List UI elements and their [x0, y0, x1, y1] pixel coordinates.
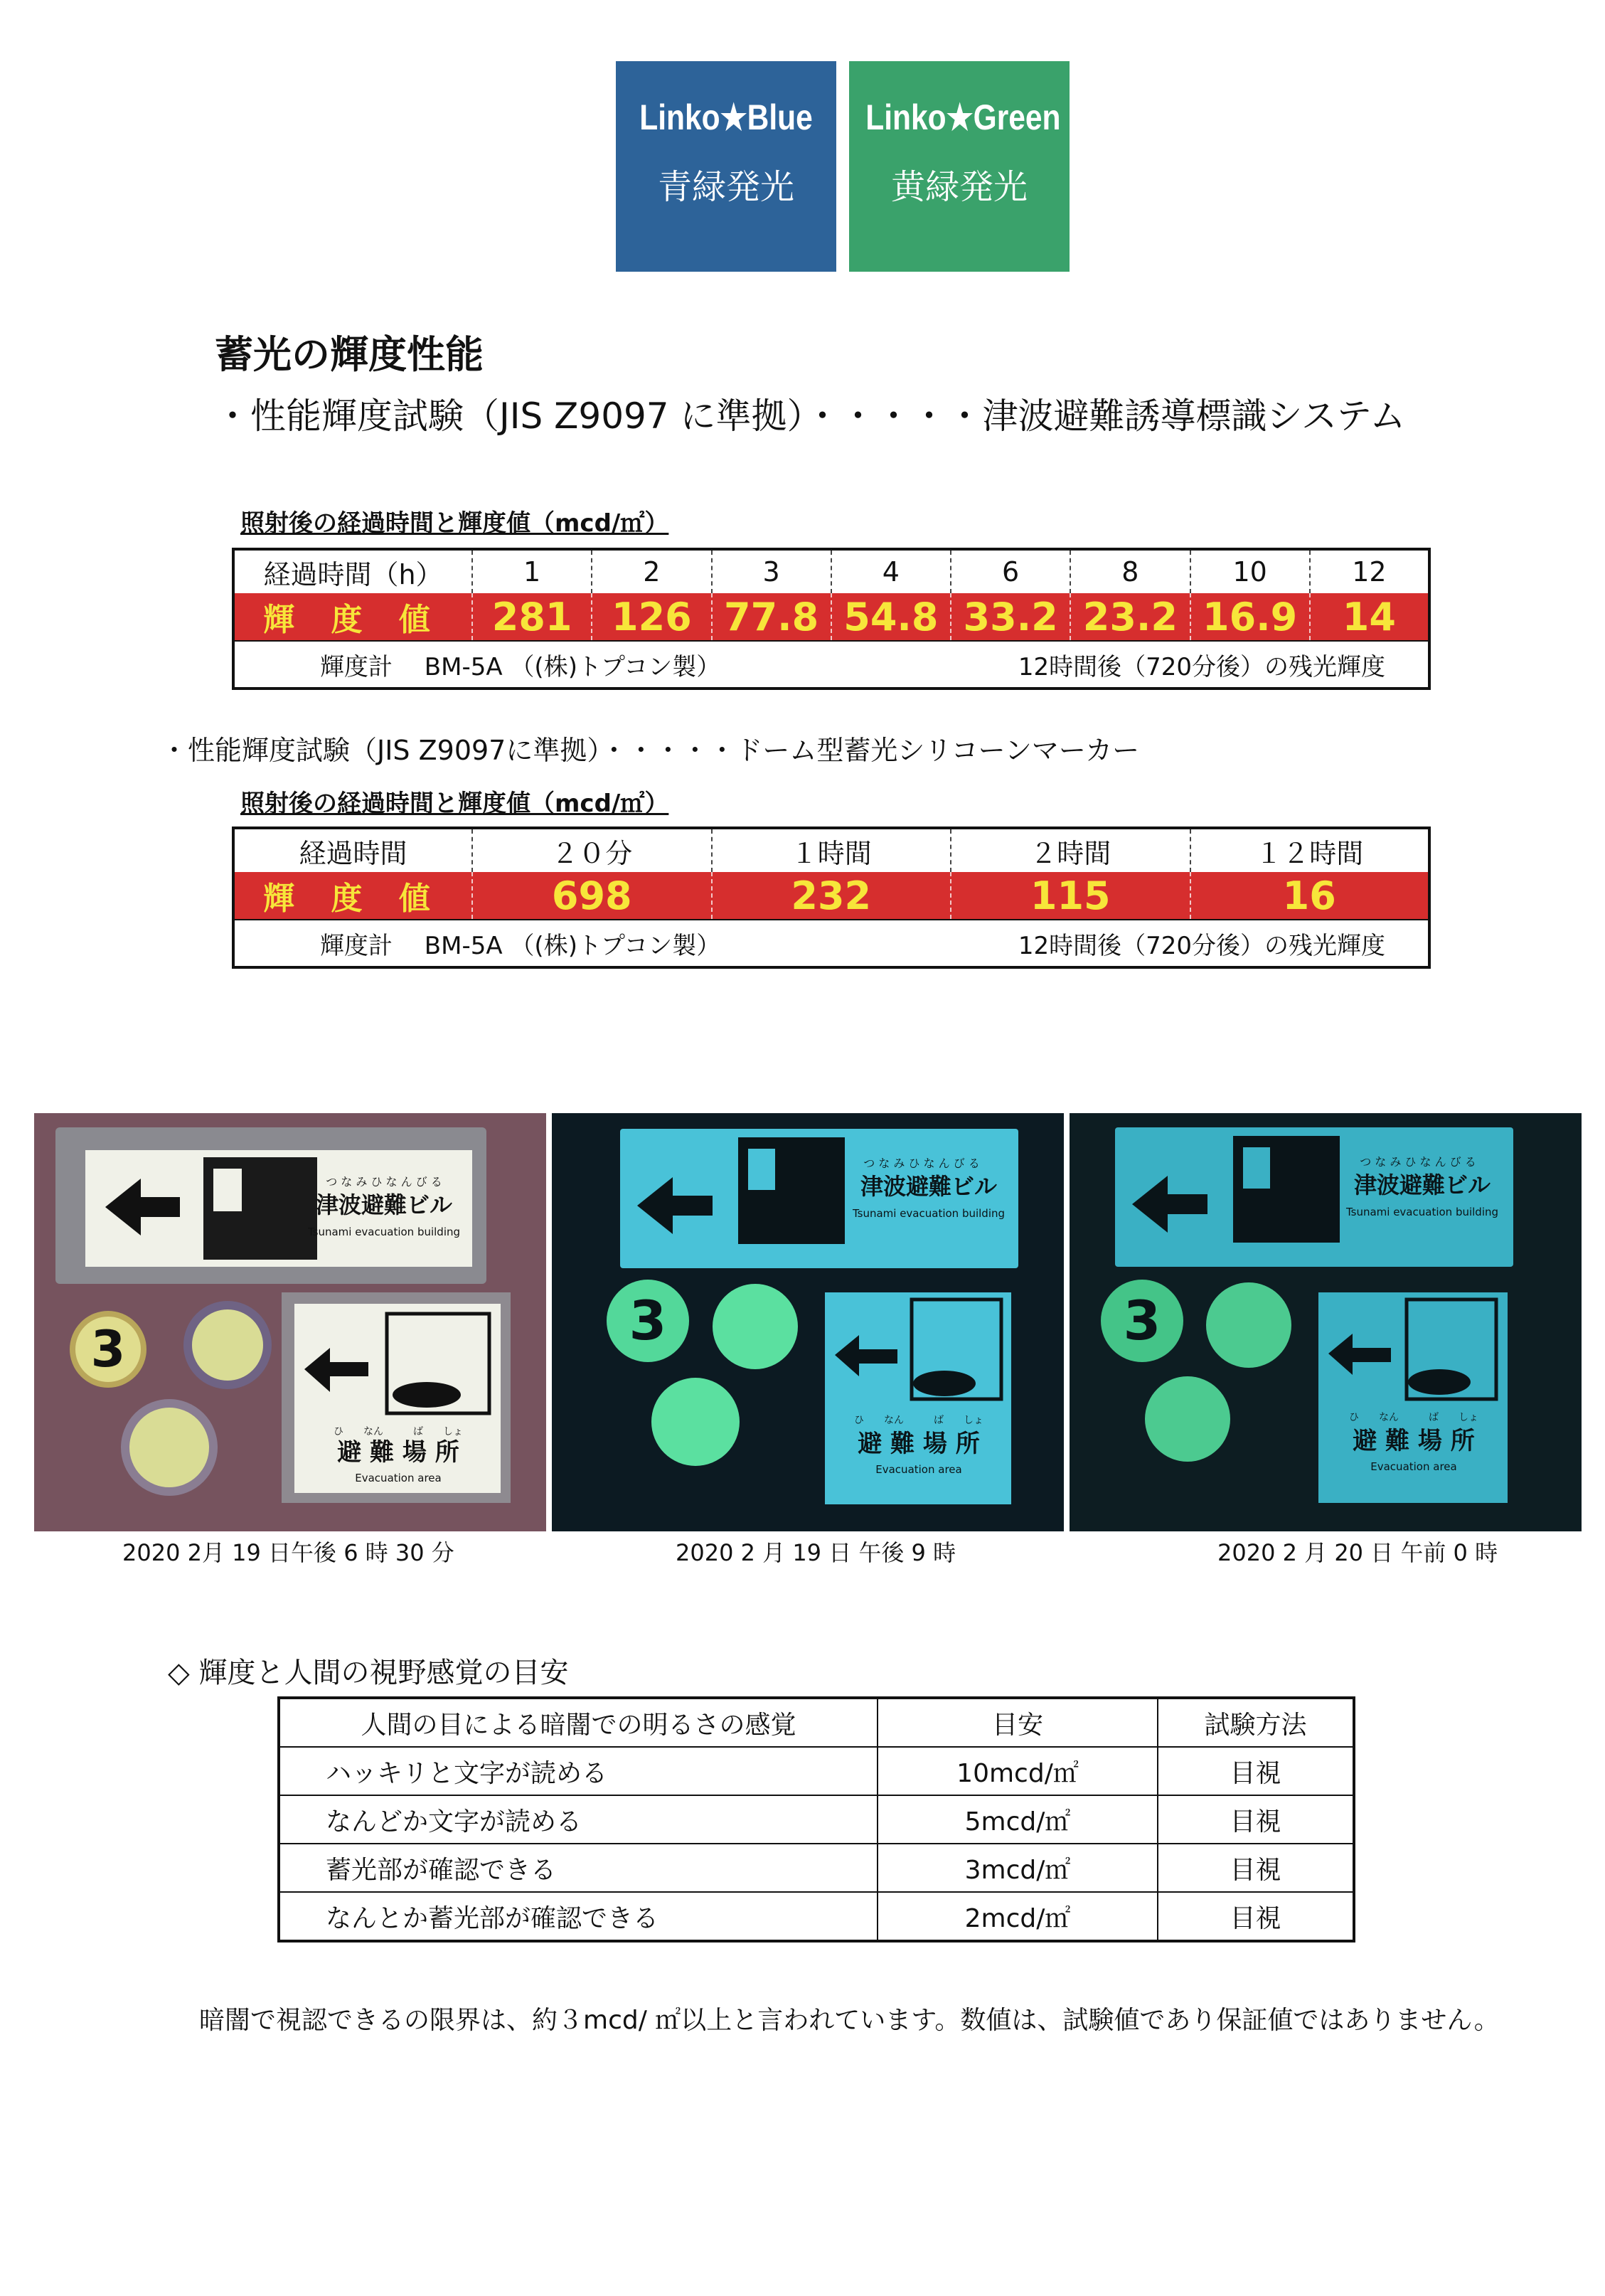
table2-value: 698: [472, 872, 712, 920]
table1-header-label: 経過時間（h）: [263, 558, 443, 590]
brand-linko-green: [849, 61, 1070, 272]
table2-value: 115: [951, 872, 1190, 920]
marker-number: 3: [629, 1289, 667, 1352]
sign-ruby: つ な み ひ な ん び る: [1360, 1155, 1476, 1169]
table1-value: 54.8: [831, 593, 951, 641]
table2-value-row: [233, 872, 1429, 920]
table2-header-row: [233, 828, 1429, 872]
guide-value: 3mcd/㎡: [878, 1844, 1158, 1892]
sign-english: Tsunami evacuation building: [852, 1207, 1006, 1220]
table1-value-label: 輝 度 値: [233, 593, 472, 641]
table1-value: 126: [592, 593, 711, 641]
table-row: [279, 1892, 1354, 1941]
table1-caption: 照射後の経過時間と輝度値（mcd/㎡）: [240, 509, 669, 538]
disclaimer-note: 暗闇で視認できるの限界は、約３mcd/ ㎡以上と言われています。数値は、試験値であり保証値ではありません。: [199, 2006, 1500, 2035]
guide-feel: なんどか文字が読める: [279, 1795, 878, 1844]
table-row: [279, 1795, 1354, 1844]
table1-hour: 12: [1310, 549, 1429, 593]
sign-ruby: つ な み ひ な ん び る: [863, 1157, 980, 1170]
table1-header-row: [233, 549, 1429, 593]
brand-name: Linko★Green: [865, 97, 1061, 137]
guide-header-row: [279, 1698, 1354, 1747]
table1-hour: 4: [831, 549, 951, 593]
section2-heading: ・性能輝度試験（JIS Z9097に準拠）・・・・・ドーム型蓄光シリコーンマーカー: [161, 735, 1140, 766]
photo-night-9pm: [552, 1113, 1064, 1531]
table2-time: ２０分: [472, 828, 712, 872]
guide-feel: なんとか蓄光部が確認できる: [279, 1892, 878, 1941]
table1-hour: 1: [472, 549, 592, 593]
photo-caption-1: 2020 2月 19 日午後 6 時 30 分: [122, 1539, 454, 1566]
table-row: [279, 1747, 1354, 1795]
photo-night-midnight: [1070, 1113, 1582, 1531]
sign-ruby: ひ なん ば しょ: [854, 1415, 983, 1426]
table1-value: 33.2: [951, 593, 1070, 641]
table1-footer-row: [233, 641, 1429, 689]
table2-time: １時間: [712, 828, 951, 872]
table1-hour: 2: [592, 549, 711, 593]
table2-footer-row: [233, 920, 1429, 967]
table1-meter: 輝度計 BM-5A （(株)トプコン製）: [320, 652, 721, 681]
table1-value: 281: [472, 593, 592, 641]
sign-ruby: つ な み ひ な ん び る: [326, 1175, 442, 1189]
table2-meter: 輝度計 BM-5A （(株)トプコン製）: [320, 931, 721, 960]
table1-value: 14: [1310, 593, 1429, 641]
page-title: 蓄光の輝度性能: [215, 332, 484, 377]
table1-value: 23.2: [1070, 593, 1190, 641]
luminance-table-1: [232, 548, 1431, 690]
sign-label: 津波避難ビル: [315, 1191, 453, 1218]
table2-note: 12時間後（720分後）の残光輝度: [1018, 931, 1385, 960]
sign-english: Evacuation area: [875, 1463, 962, 1476]
sign-english: Tsunami evacuation building: [307, 1226, 461, 1238]
sign-label: 避 難 場 所: [858, 1430, 980, 1458]
table2-value: 232: [712, 872, 951, 920]
table2-caption: 照射後の経過時間と輝度値（mcd/㎡）: [240, 790, 669, 818]
table1-hour: 10: [1190, 549, 1310, 593]
table2-value: 16: [1190, 872, 1430, 920]
visibility-guide-table: [277, 1696, 1355, 1942]
table1-note: 12時間後（720分後）の残光輝度: [1018, 652, 1385, 681]
table2-value-label: 輝 度 値: [233, 872, 472, 920]
sign-english: Evacuation area: [1370, 1460, 1457, 1473]
table1-hour: 6: [951, 549, 1070, 593]
table-row: [279, 1844, 1354, 1892]
guide-feel: ハッキリと文字が読める: [279, 1747, 878, 1795]
sign-ruby: ひ なん ば しょ: [1349, 1412, 1478, 1423]
table1-value: 16.9: [1190, 593, 1310, 641]
marker-number: 3: [90, 1320, 126, 1378]
sign-label: 避 難 場 所: [1353, 1427, 1475, 1455]
guide-value: 2mcd/㎡: [878, 1892, 1158, 1941]
guide-value: 5mcd/㎡: [878, 1795, 1158, 1844]
table2-header-label: 経過時間: [299, 837, 407, 869]
sign-label: 津波避難ビル: [1353, 1171, 1491, 1199]
guide-column-header: 試験方法: [1158, 1698, 1354, 1747]
guide-feel: 蓄光部が確認できる: [279, 1844, 878, 1892]
guide-heading: ◇ 輝度と人間の視野感覚の目安: [168, 1657, 569, 1689]
table2-time: ２時間: [951, 828, 1190, 872]
guide-method: 目視: [1158, 1844, 1354, 1892]
brand-linko-blue: [616, 61, 836, 272]
table1-hour: 8: [1070, 549, 1190, 593]
guide-method: 目視: [1158, 1795, 1354, 1844]
page-subtitle: ・性能輝度試験（JIS Z9097 に準拠）・・・・・津波避難誘導標識システム: [215, 395, 1406, 437]
sign-label: 津波避難ビル: [860, 1173, 998, 1200]
luminance-table-2: [232, 827, 1431, 969]
guide-column-header: 目安: [878, 1698, 1158, 1747]
guide-method: 目視: [1158, 1747, 1354, 1795]
guide-value: 10mcd/㎡: [878, 1747, 1158, 1795]
sign-label: 避 難 場 所: [337, 1438, 459, 1467]
photo-caption-3: 2020 2 月 20 日 午前 0 時: [1217, 1539, 1498, 1566]
sign-english: Tsunami evacuation building: [1345, 1206, 1499, 1218]
table1-value-row: [233, 593, 1429, 641]
marker-number: 3: [1123, 1289, 1161, 1352]
guide-method: 目視: [1158, 1892, 1354, 1941]
photo-dusk: [34, 1113, 546, 1531]
photo-caption-2: 2020 2 月 19 日 午後 9 時: [676, 1539, 956, 1566]
sign-ruby: ひ なん ば しょ: [334, 1426, 463, 1437]
table2-time: １２時間: [1190, 828, 1430, 872]
table1-value: 77.8: [712, 593, 831, 641]
table1-hour: 3: [712, 549, 831, 593]
brand-name: Linko★Blue: [639, 97, 813, 137]
brand-sub: 青緑発光: [657, 167, 794, 207]
sign-english: Evacuation area: [355, 1472, 442, 1484]
brand-sub: 黄緑発光: [890, 167, 1028, 207]
guide-column-header: 人間の目による暗闇での明るさの感覚: [279, 1698, 878, 1747]
